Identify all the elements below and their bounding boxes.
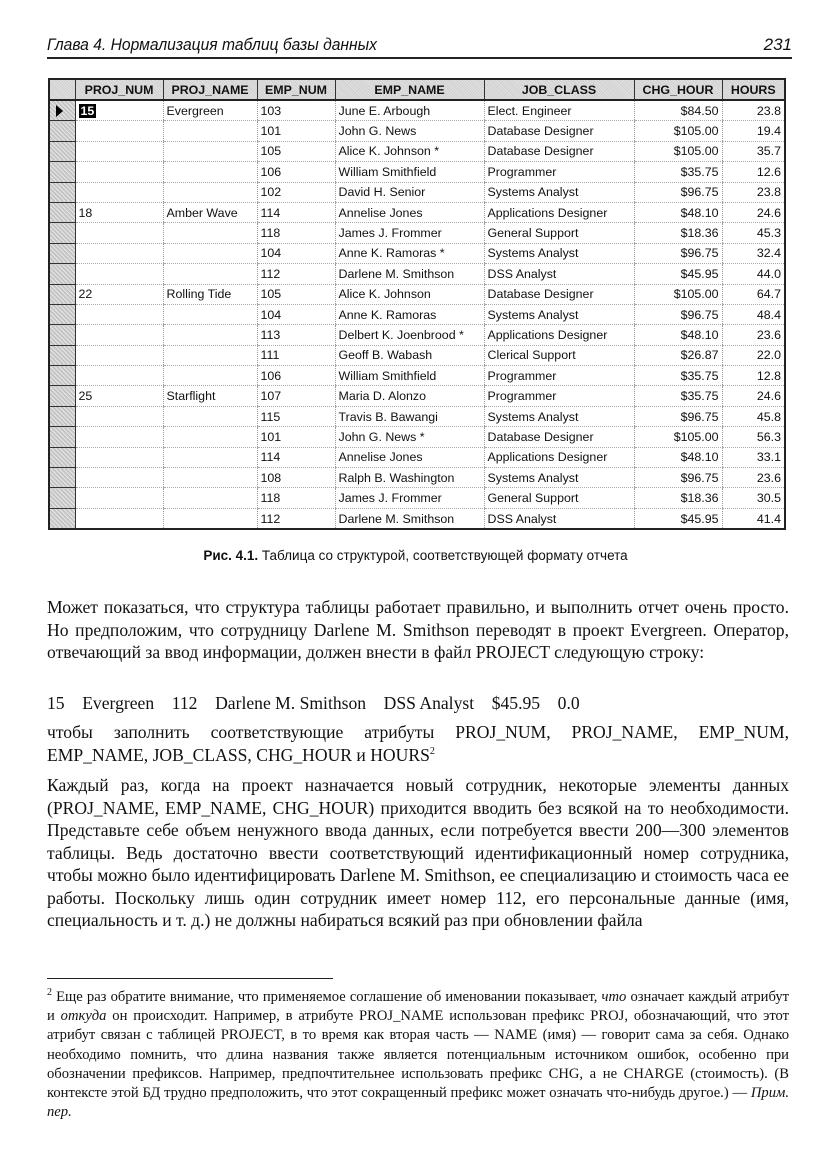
cell-hours[interactable]: 23.8 — [722, 100, 785, 121]
cell-proj-num[interactable] — [75, 243, 163, 263]
translator-note: Прим. пер. — [47, 1085, 789, 1121]
cell-proj-name[interactable] — [163, 325, 257, 345]
row-selector[interactable] — [49, 447, 75, 467]
row-selector[interactable] — [49, 162, 75, 182]
footnote-reference[interactable]: 2 — [429, 745, 435, 757]
cell-job-class[interactable]: Database Designer — [484, 141, 634, 161]
cell-job-class[interactable]: Systems Analyst — [484, 182, 634, 202]
footnote-text: означает каждый атрибут и — [47, 989, 789, 1025]
cell-chg-hour[interactable]: $45.95 — [634, 508, 722, 529]
cell-hours[interactable]: 24.6 — [722, 386, 785, 406]
cell-proj-name[interactable]: Starflight — [163, 386, 257, 406]
cell-proj-num[interactable] — [75, 182, 163, 202]
project-datasheet-table — [48, 78, 786, 530]
footnote-text: Еще раз обратите внимание, что применяемое соглашение об именовании показывает, — [52, 989, 602, 1005]
figure-caption-text: Таблица со структурой, соответствующей формату отчета — [258, 548, 628, 563]
table-row[interactable] — [49, 243, 785, 263]
cell-proj-name[interactable]: Rolling Tide — [163, 284, 257, 304]
cell-proj-num[interactable] — [75, 406, 163, 426]
cell-job-class[interactable]: Applications Designer — [484, 447, 634, 467]
table-row[interactable] — [49, 468, 785, 488]
cell-hours[interactable]: 23.6 — [722, 468, 785, 488]
cell-job-class[interactable]: Database Designer — [484, 427, 634, 447]
cell-chg-hour[interactable]: $84.50 — [634, 100, 722, 121]
table-row[interactable] — [49, 508, 785, 529]
cell-job-class[interactable]: Systems Analyst — [484, 304, 634, 324]
cell-emp-name[interactable]: June E. Arbough — [335, 100, 484, 121]
cell-emp-name[interactable]: Geoff B. Wabash — [335, 345, 484, 365]
cell-proj-name[interactable] — [163, 304, 257, 324]
cell-proj-num[interactable] — [75, 162, 163, 182]
cell-emp-name[interactable]: James J. Frommer — [335, 223, 484, 243]
cell-chg-hour[interactable]: $105.00 — [634, 121, 722, 141]
cell-chg-hour[interactable]: $35.75 — [634, 162, 722, 182]
cell-proj-num[interactable] — [75, 468, 163, 488]
cell-proj-name[interactable] — [163, 345, 257, 365]
table-row[interactable] — [49, 325, 785, 345]
column-header-proj-name[interactable]: PROJ_NAME — [163, 79, 257, 100]
cell-proj-name[interactable] — [163, 141, 257, 161]
cell-chg-hour[interactable]: $48.10 — [634, 325, 722, 345]
chapter-title: Глава 4. Нормализация таблиц базы данных — [47, 35, 377, 54]
cell-proj-name[interactable] — [163, 264, 257, 284]
cell-proj-name[interactable] — [163, 366, 257, 386]
cell-emp-name[interactable]: Anne K. Ramoras * — [335, 243, 484, 263]
cell-hours[interactable]: 30.5 — [722, 488, 785, 508]
cell-emp-name[interactable]: James J. Frommer — [335, 488, 484, 508]
cell-emp-name[interactable]: Travis B. Bawangi — [335, 406, 484, 426]
row-selector[interactable] — [49, 182, 75, 202]
cell-proj-name[interactable] — [163, 488, 257, 508]
cell-emp-name[interactable]: John G. News * — [335, 427, 484, 447]
table-row[interactable] — [49, 386, 785, 406]
cell-proj-name[interactable] — [163, 243, 257, 263]
table-row[interactable] — [49, 406, 785, 426]
cell-hours[interactable]: 45.8 — [722, 406, 785, 426]
cell-hours[interactable]: 23.8 — [722, 182, 785, 202]
cell-hours[interactable]: 22.0 — [722, 345, 785, 365]
cell-emp-name[interactable]: Delbert K. Joenbrood * — [335, 325, 484, 345]
row-selector[interactable] — [49, 406, 75, 426]
cell-chg-hour[interactable]: $35.75 — [634, 366, 722, 386]
column-header-job-class[interactable]: JOB_CLASS — [484, 79, 634, 100]
cell-proj-num[interactable] — [75, 223, 163, 243]
cell-proj-num[interactable] — [75, 100, 163, 121]
paragraph-2 — [47, 721, 789, 766]
cell-hours[interactable]: 33.1 — [722, 447, 785, 467]
cell-emp-name[interactable]: William Smithfield — [335, 366, 484, 386]
cell-chg-hour[interactable]: $96.75 — [634, 243, 722, 263]
cell-proj-name[interactable] — [163, 468, 257, 488]
cell-emp-name[interactable]: Annelise Jones — [335, 447, 484, 467]
table-row[interactable] — [49, 427, 785, 447]
table-row[interactable] — [49, 304, 785, 324]
cell-hours[interactable]: 48.4 — [722, 304, 785, 324]
cell-chg-hour[interactable]: $35.75 — [634, 386, 722, 406]
cell-job-class[interactable]: Elect. Engineer — [484, 100, 634, 121]
cell-hours[interactable]: 32.4 — [722, 243, 785, 263]
paragraph-1: Может показаться, что структура таблицы работает правильно, и выполнить отчет очень просто. Но предположим, что сотрудницу Darlene M. Smithson переводят в проект Evergreen. Оператор, отвечающий за ввод информации, должен внести в файл PROJECT следующую строку: — [47, 597, 789, 662]
cell-job-class[interactable]: Systems Analyst — [484, 468, 634, 488]
cell-proj-num[interactable] — [75, 508, 163, 529]
cell-job-class[interactable]: Systems Analyst — [484, 243, 634, 263]
row-selector[interactable] — [49, 304, 75, 324]
cell-chg-hour[interactable]: $105.00 — [634, 284, 722, 304]
cell-proj-num[interactable]: 18 — [75, 202, 163, 222]
cell-emp-num[interactable]: 101 — [257, 121, 335, 141]
cell-emp-name[interactable]: Alice K. Johnson * — [335, 141, 484, 161]
cell-job-class[interactable]: Database Designer — [484, 121, 634, 141]
running-header — [47, 33, 792, 59]
cell-hours[interactable]: 64.7 — [722, 284, 785, 304]
row-selector[interactable] — [49, 202, 75, 222]
cell-chg-hour[interactable]: $96.75 — [634, 468, 722, 488]
cell-emp-name[interactable]: Anne K. Ramoras — [335, 304, 484, 324]
footnote-2 — [47, 988, 789, 1122]
cell-chg-hour[interactable]: $26.87 — [634, 345, 722, 365]
cell-hours[interactable]: 35.7 — [722, 141, 785, 161]
cell-job-class[interactable]: Programmer — [484, 366, 634, 386]
row-selector[interactable] — [49, 366, 75, 386]
footnote-emphasis: откуда — [60, 1008, 107, 1025]
cell-proj-name[interactable] — [163, 182, 257, 202]
cell-job-class[interactable]: Systems Analyst — [484, 406, 634, 426]
row-selector[interactable] — [49, 468, 75, 488]
cell-job-class[interactable]: DSS Analyst — [484, 508, 634, 529]
cell-emp-num[interactable]: 106 — [257, 366, 335, 386]
cell-proj-name[interactable] — [163, 447, 257, 467]
paragraph-2-text: чтобы заполнить соответствующие атрибуты PROJ_NUM, PROJ_NAME, EMP_NUM, EMP_NAME, JOB_CLASS, CHG_HOUR и HOURS — [47, 722, 789, 765]
column-header-proj-num[interactable]: PROJ_NUM — [75, 79, 163, 100]
cell-chg-hour[interactable]: $105.00 — [634, 141, 722, 161]
cell-job-class[interactable]: Database Designer — [484, 284, 634, 304]
figure-label: Рис. 4.1. — [203, 548, 259, 563]
cell-chg-hour[interactable]: $96.75 — [634, 182, 722, 202]
cell-emp-num[interactable]: 107 — [257, 386, 335, 406]
cell-emp-name[interactable]: William Smithfield — [335, 162, 484, 182]
column-header-chg-hour[interactable]: CHG_HOUR — [634, 79, 722, 100]
cell-emp-num[interactable]: 105 — [257, 141, 335, 161]
column-header-emp-num[interactable]: EMP_NUM — [257, 79, 335, 100]
cell-chg-hour[interactable]: $96.75 — [634, 304, 722, 324]
cell-emp-num[interactable]: 111 — [257, 345, 335, 365]
column-header-emp-name[interactable]: EMP_NAME — [335, 79, 484, 100]
cell-hours[interactable]: 41.4 — [722, 508, 785, 529]
cell-hours[interactable]: 12.6 — [722, 162, 785, 182]
current-record-arrow-icon — [56, 105, 63, 117]
table-row[interactable] — [49, 141, 785, 161]
cell-emp-num[interactable]: 102 — [257, 182, 335, 202]
cell-hours[interactable]: 23.6 — [722, 325, 785, 345]
figure-caption — [0, 548, 831, 563]
cell-emp-num[interactable]: 113 — [257, 325, 335, 345]
cell-emp-num[interactable]: 118 — [257, 223, 335, 243]
cell-emp-name[interactable]: Alice K. Johnson — [335, 284, 484, 304]
table-row[interactable] — [49, 284, 785, 304]
cell-hours[interactable]: 44.0 — [722, 264, 785, 284]
cell-proj-num[interactable] — [75, 488, 163, 508]
cell-job-class[interactable]: Programmer — [484, 386, 634, 406]
cell-job-class[interactable]: DSS Analyst — [484, 264, 634, 284]
row-selector[interactable] — [49, 141, 75, 161]
row-selector[interactable] — [49, 121, 75, 141]
cell-emp-num[interactable]: 106 — [257, 162, 335, 182]
table-row[interactable] — [49, 447, 785, 467]
cell-proj-num[interactable] — [75, 121, 163, 141]
cell-chg-hour[interactable]: $45.95 — [634, 264, 722, 284]
row-selector[interactable] — [49, 386, 75, 406]
cell-proj-num[interactable] — [75, 264, 163, 284]
page-number: 231 — [763, 35, 792, 54]
cell-chg-hour[interactable]: $105.00 — [634, 427, 722, 447]
cell-proj-num[interactable] — [75, 141, 163, 161]
cell-proj-name[interactable] — [163, 508, 257, 529]
cell-proj-num[interactable] — [75, 427, 163, 447]
cell-emp-num[interactable]: 112 — [257, 264, 335, 284]
table-row[interactable] — [49, 202, 785, 222]
cell-emp-num[interactable]: 108 — [257, 468, 335, 488]
cell-proj-name[interactable] — [163, 223, 257, 243]
cell-job-class[interactable]: Applications Designer — [484, 325, 634, 345]
cell-emp-name[interactable]: David H. Senior — [335, 182, 484, 202]
cell-proj-num[interactable]: 22 — [75, 284, 163, 304]
cell-chg-hour[interactable]: $18.36 — [634, 223, 722, 243]
cell-emp-num[interactable]: 114 — [257, 447, 335, 467]
cell-proj-num[interactable]: 25 — [75, 386, 163, 406]
row-selector[interactable] — [49, 508, 75, 529]
row-selector[interactable] — [49, 100, 75, 121]
cell-proj-name[interactable] — [163, 427, 257, 447]
table-row[interactable] — [49, 223, 785, 243]
table-row[interactable] — [49, 182, 785, 202]
footnote-divider — [47, 978, 333, 979]
cell-hours[interactable]: 56.3 — [722, 427, 785, 447]
cell-job-class[interactable]: Clerical Support — [484, 345, 634, 365]
cell-emp-num[interactable]: 114 — [257, 202, 335, 222]
edit-cursor-cell[interactable]: 15 — [80, 103, 95, 118]
cell-emp-num[interactable]: 105 — [257, 284, 335, 304]
cell-chg-hour[interactable]: $48.10 — [634, 447, 722, 467]
select-all-corner[interactable] — [49, 79, 75, 100]
cell-proj-name[interactable] — [163, 162, 257, 182]
cell-hours[interactable]: 19.4 — [722, 121, 785, 141]
table-row[interactable] — [49, 100, 785, 121]
cell-job-class[interactable]: General Support — [484, 488, 634, 508]
cell-proj-num[interactable] — [75, 447, 163, 467]
table-row[interactable] — [49, 264, 785, 284]
cell-hours[interactable]: 24.6 — [722, 202, 785, 222]
table-header-row — [49, 79, 785, 100]
cell-proj-num[interactable] — [75, 325, 163, 345]
table-row[interactable] — [49, 121, 785, 141]
footnote-emphasis: что — [601, 989, 627, 1005]
cell-job-class[interactable]: General Support — [484, 223, 634, 243]
cell-emp-num[interactable]: 103 — [257, 100, 335, 121]
cell-emp-num[interactable]: 101 — [257, 427, 335, 447]
row-selector[interactable] — [49, 264, 75, 284]
cell-chg-hour[interactable]: $48.10 — [634, 202, 722, 222]
cell-emp-name[interactable]: Annelise Jones — [335, 202, 484, 222]
table-row[interactable] — [49, 345, 785, 365]
cell-emp-name[interactable]: Darlene M. Smithson — [335, 264, 484, 284]
cell-emp-name[interactable]: Ralph B. Washington — [335, 468, 484, 488]
table-row[interactable] — [49, 366, 785, 386]
row-selector[interactable] — [49, 284, 75, 304]
cell-emp-num[interactable]: 104 — [257, 243, 335, 263]
cell-proj-name[interactable]: Amber Wave — [163, 202, 257, 222]
cell-chg-hour[interactable]: $18.36 — [634, 488, 722, 508]
footnote-text: он происходит. Например, в атрибуте PROJ_NAME использован префикс PROJ, обозначающий, что этот атрибут связан с таблицей PROJECT, в то время как вторая часть — NAME (имя) — говорит сама за себя. Однако необходимо помнить, что длина названия также является потенциальным источником ошибок, особенно при обозначении префиксов. Например, предпочтительнее использовать префикс CHG, а не CHARGE (стоимость). (В контексте этой БД трудно предположить, что этот сокращенный префикс может означать что-нибудь другое.) — — [47, 1008, 789, 1102]
cell-hours[interactable]: 45.3 — [722, 223, 785, 243]
row-selector[interactable] — [49, 243, 75, 263]
cell-proj-name[interactable] — [163, 121, 257, 141]
cell-proj-num[interactable] — [75, 304, 163, 324]
footnote-marker: 2 — [47, 987, 52, 999]
cell-proj-num[interactable] — [75, 366, 163, 386]
cell-emp-num[interactable]: 112 — [257, 508, 335, 529]
table-row[interactable] — [49, 488, 785, 508]
column-header-hours[interactable]: HOURS — [722, 79, 785, 100]
example-record-line: 15 Evergreen 112 Darlene M. Smithson DSS Analyst $45.95 0.0 — [47, 693, 580, 713]
cell-emp-num[interactable]: 118 — [257, 488, 335, 508]
cell-emp-name[interactable]: Darlene M. Smithson — [335, 508, 484, 529]
cell-emp-name[interactable]: Maria D. Alonzo — [335, 386, 484, 406]
row-selector[interactable] — [49, 345, 75, 365]
cell-emp-num[interactable]: 115 — [257, 406, 335, 426]
table-row[interactable] — [49, 162, 785, 182]
cell-chg-hour[interactable]: $96.75 — [634, 406, 722, 426]
row-selector[interactable] — [49, 325, 75, 345]
cell-hours[interactable]: 12.8 — [722, 366, 785, 386]
row-selector[interactable] — [49, 427, 75, 447]
row-selector[interactable] — [49, 488, 75, 508]
cell-proj-name[interactable]: Evergreen — [163, 100, 257, 121]
paragraph-3: Каждый раз, когда на проект назначается новый сотрудник, некоторые элементы данных (PROJ_NAME, EMP_NAME, CHG_HOUR) приходится вводить без всякой на то необходимости. Представьте себе объем ненужного ввода данных, если потребуется ввести 200—300 элементов таблицы. Ведь достаточно ввести соответствующий идентификационный номер сотрудника, чтобы можно было идентифицировать Darlene M. Smithson, ее специализацию и стоимость часа ее работы. Поскольку лишь один сотрудник имеет номер 112, его персональные данные (имя, специальность и т. д.) не должны набираться всякий раз при обновлении файла — [47, 775, 789, 930]
row-selector[interactable] — [49, 223, 75, 243]
cell-job-class[interactable]: Programmer — [484, 162, 634, 182]
cell-job-class[interactable]: Applications Designer — [484, 202, 634, 222]
cell-emp-num[interactable]: 104 — [257, 304, 335, 324]
cell-proj-num[interactable] — [75, 345, 163, 365]
cell-emp-name[interactable]: John G. News — [335, 121, 484, 141]
cell-proj-name[interactable] — [163, 406, 257, 426]
